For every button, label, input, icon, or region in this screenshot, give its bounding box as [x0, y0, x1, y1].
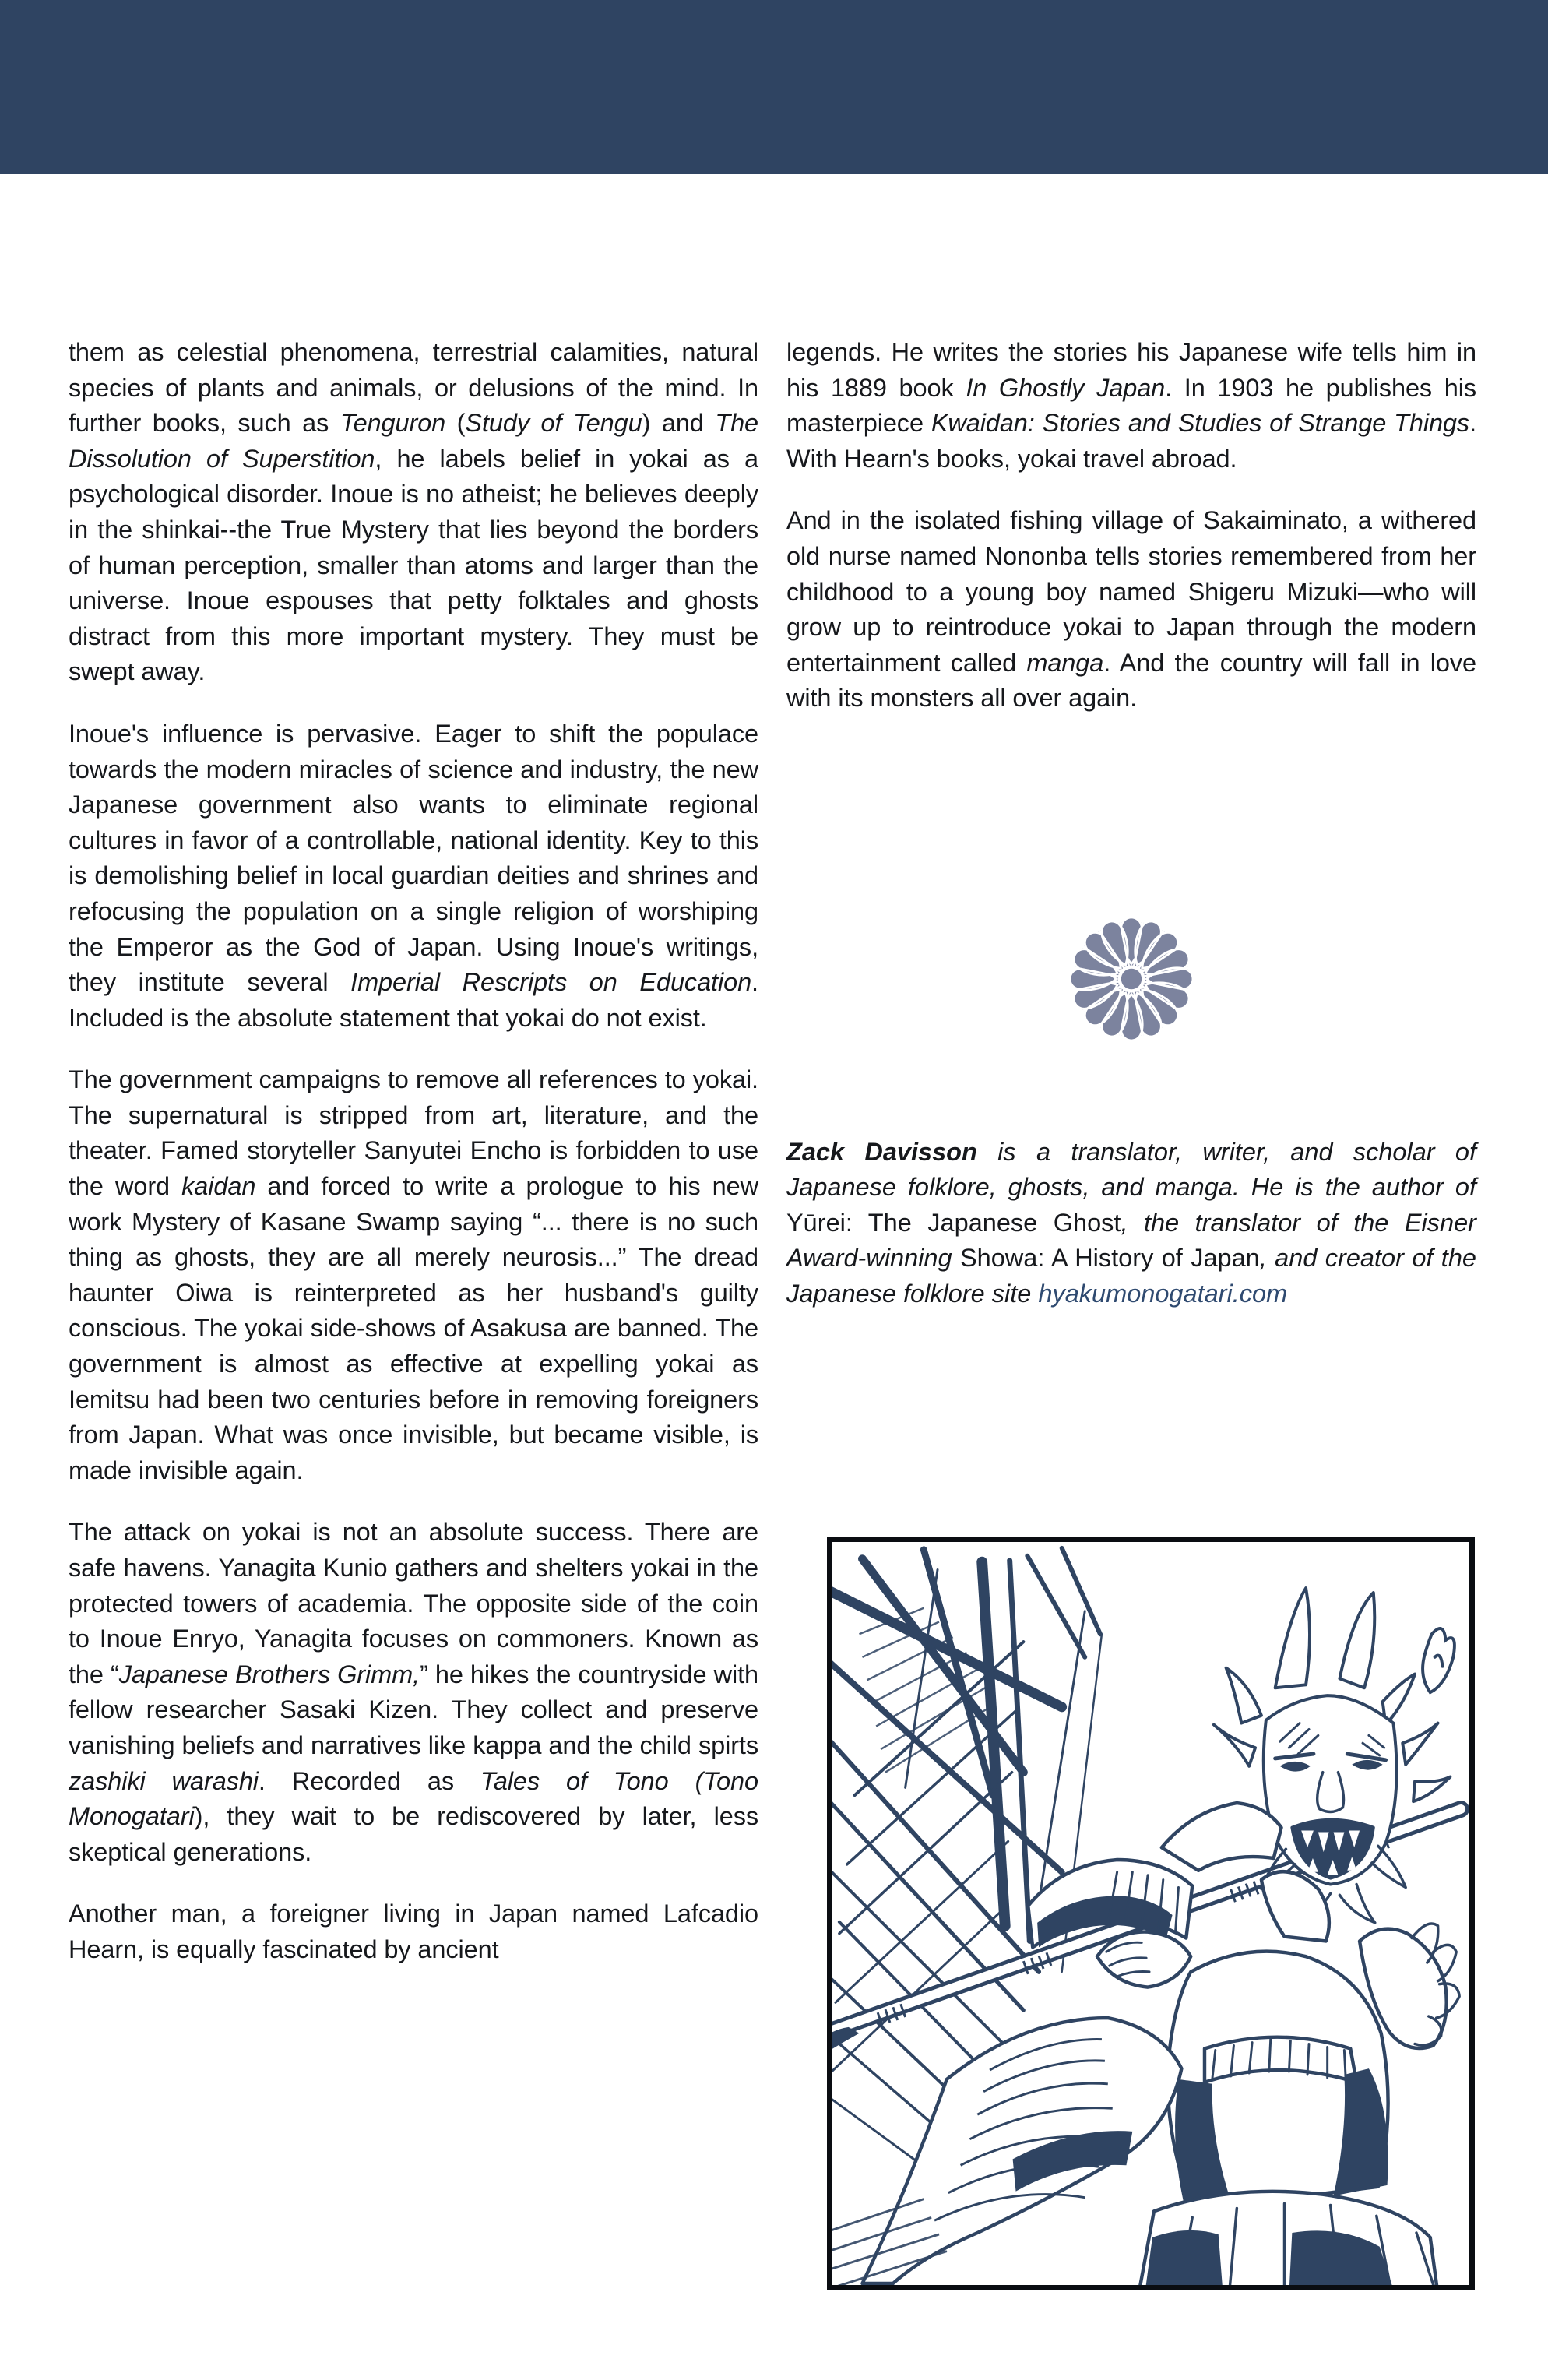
text-run: ), they wait to be rediscovered by later, less skeptical generations. — [69, 1802, 758, 1866]
author-site-link[interactable]: hyakumonogatari.com — [1038, 1279, 1288, 1308]
body-paragraph — [69, 1896, 758, 1967]
italic-run: Tales of Tono (Tono Monogatari — [69, 1766, 759, 1831]
text-run: Inoue's influence is pervasive. Eager to shift the populace towards the modern miracles of science and industry, the new Japanese government also wants to eliminate regional cultures in favor of a controllable, national identity. Key to this is demolishing belief in local guardian deities and shrines and refocusing the population on a single religion of worshiping the Emperor as the God of Japan. Using Inoue's writings, they institute several — [69, 719, 758, 997]
header-band — [0, 0, 1548, 174]
body-paragraph — [786, 503, 1476, 716]
text-run: them as celestial phenomena, terrestrial calamities, natural species of plants and animals, or delusions of the mind. In further books, such as — [69, 338, 758, 438]
body-column-left — [69, 335, 758, 1968]
italic-run: Kwaidan: Stories and Studies of Strange Things — [931, 409, 1470, 438]
italic-run: Imperial Rescripts on Education — [350, 968, 752, 997]
italic-run: In Ghostly Japan — [966, 373, 1166, 402]
text-run: legends. He writes the stories his Japanese wife tells him in his 1889 book — [786, 338, 1476, 402]
chrysanthemum-seal-icon — [1063, 910, 1200, 1047]
italic-run: The Dissolution of Superstition — [69, 409, 759, 473]
text-run: , he labels belief in yokai as a psychological disorder. Inoue is no atheist; he believes deeply in the shinkai--the True Mystery that lies beyond the borders of human perception, smaller than atoms and larger than the universe. Inoue espouses that petty folktales and ghosts distract from this more important mystery. They must be swept away. — [69, 444, 758, 686]
body-paragraph — [786, 335, 1476, 477]
author-bio-text — [786, 1135, 1476, 1312]
text-run: ( — [445, 409, 466, 438]
text-run: Another man, a foreigner living in Japan named Lafcadio Hearn, is equally fascinated by ancient — [69, 1899, 758, 1963]
italic-run: Japanese Brothers Grimm, — [118, 1660, 420, 1688]
italic-run: is a translator, writer, and scholar of Japanese folklore, ghosts, and manga. He is the author of — [786, 1137, 1476, 1202]
text-run: . Included is the absolute statement that yokai do not exist. — [69, 968, 758, 1032]
text-run: and forced to write a prologue to his new work Mystery of Kasane Swamp saying “... there is no such thing as ghosts, they are all merely neurosis...” The dread haunter Oiwa is reinterpreted as her husband's guilty conscious. The yokai side-shows of Asakusa are banned. The government is almost as effective at expelling yokai as Iemitsu had been two centuries before in removing foreigners from Japan. What was once invisible, but became visible, is made invisible again. — [69, 1172, 758, 1484]
body-paragraph — [69, 716, 758, 1036]
author-name: Zack Davisson — [786, 1137, 977, 1166]
italic-run: kaidan — [181, 1172, 256, 1201]
text-run: . Recorded as — [258, 1766, 481, 1795]
manga-illustration-panel — [827, 1537, 1475, 2290]
oni-warrior-illustration — [832, 1542, 1469, 2285]
text-run: . And the country will fall in love with its monsters all over again. — [786, 648, 1476, 713]
body-paragraph — [69, 1062, 758, 1488]
text-run: ” he hikes the countryside with fellow researcher Sasaki Kizen. They collect and preserve vanishing beliefs and narratives like kappa and the child spirts — [69, 1660, 758, 1759]
text-run: And in the isolated fishing village of Sakaiminato, a withered old nurse named Nononba tells stories remembered from her childhood to a young boy named Shigeru Mizuki—who will grow up to reintroduce yokai to Japan through the modern entertainment called — [786, 506, 1476, 677]
italic-run: zashiki warashi — [69, 1766, 259, 1795]
text-run: Yūrei: The Japanese Ghost — [786, 1208, 1121, 1237]
text-run: . In 1903 he publishes his masterpiece — [786, 373, 1477, 438]
italic-run: manga — [1026, 648, 1104, 677]
text-run: . With Hearn's books, yokai travel abroad. — [786, 409, 1476, 473]
body-column-right — [786, 335, 1476, 716]
text-run: ) and — [642, 409, 716, 438]
text-run: The attack on yokai is not an absolute success. There are safe havens. Yanagita Kunio gathers and shelters yokai in the protected towers of academia. The opposite side of the coin to Inoue Enryo, Yanagita focuses on commoners. Known as the “ — [69, 1518, 758, 1688]
text-run: Showa: A History of Japan — [959, 1244, 1260, 1273]
body-paragraph — [69, 335, 758, 690]
imperial-seal-container — [786, 878, 1476, 1079]
italic-run: Tenguron — [340, 409, 446, 438]
italic-run: , the translator of the Eisner Award-winning — [786, 1208, 1476, 1273]
italic-run: Study of Tengu — [465, 409, 642, 438]
body-paragraph — [69, 1515, 758, 1870]
text-run: The government campaigns to remove all references to yokai. The supernatural is stripped from art, literature, and the theater. Famed storyteller Sanyutei Encho is forbidden to use the word — [69, 1065, 758, 1201]
author-bio-container — [786, 1109, 1476, 1337]
italic-run: , and creator of the Japanese folklore site — [786, 1244, 1476, 1308]
